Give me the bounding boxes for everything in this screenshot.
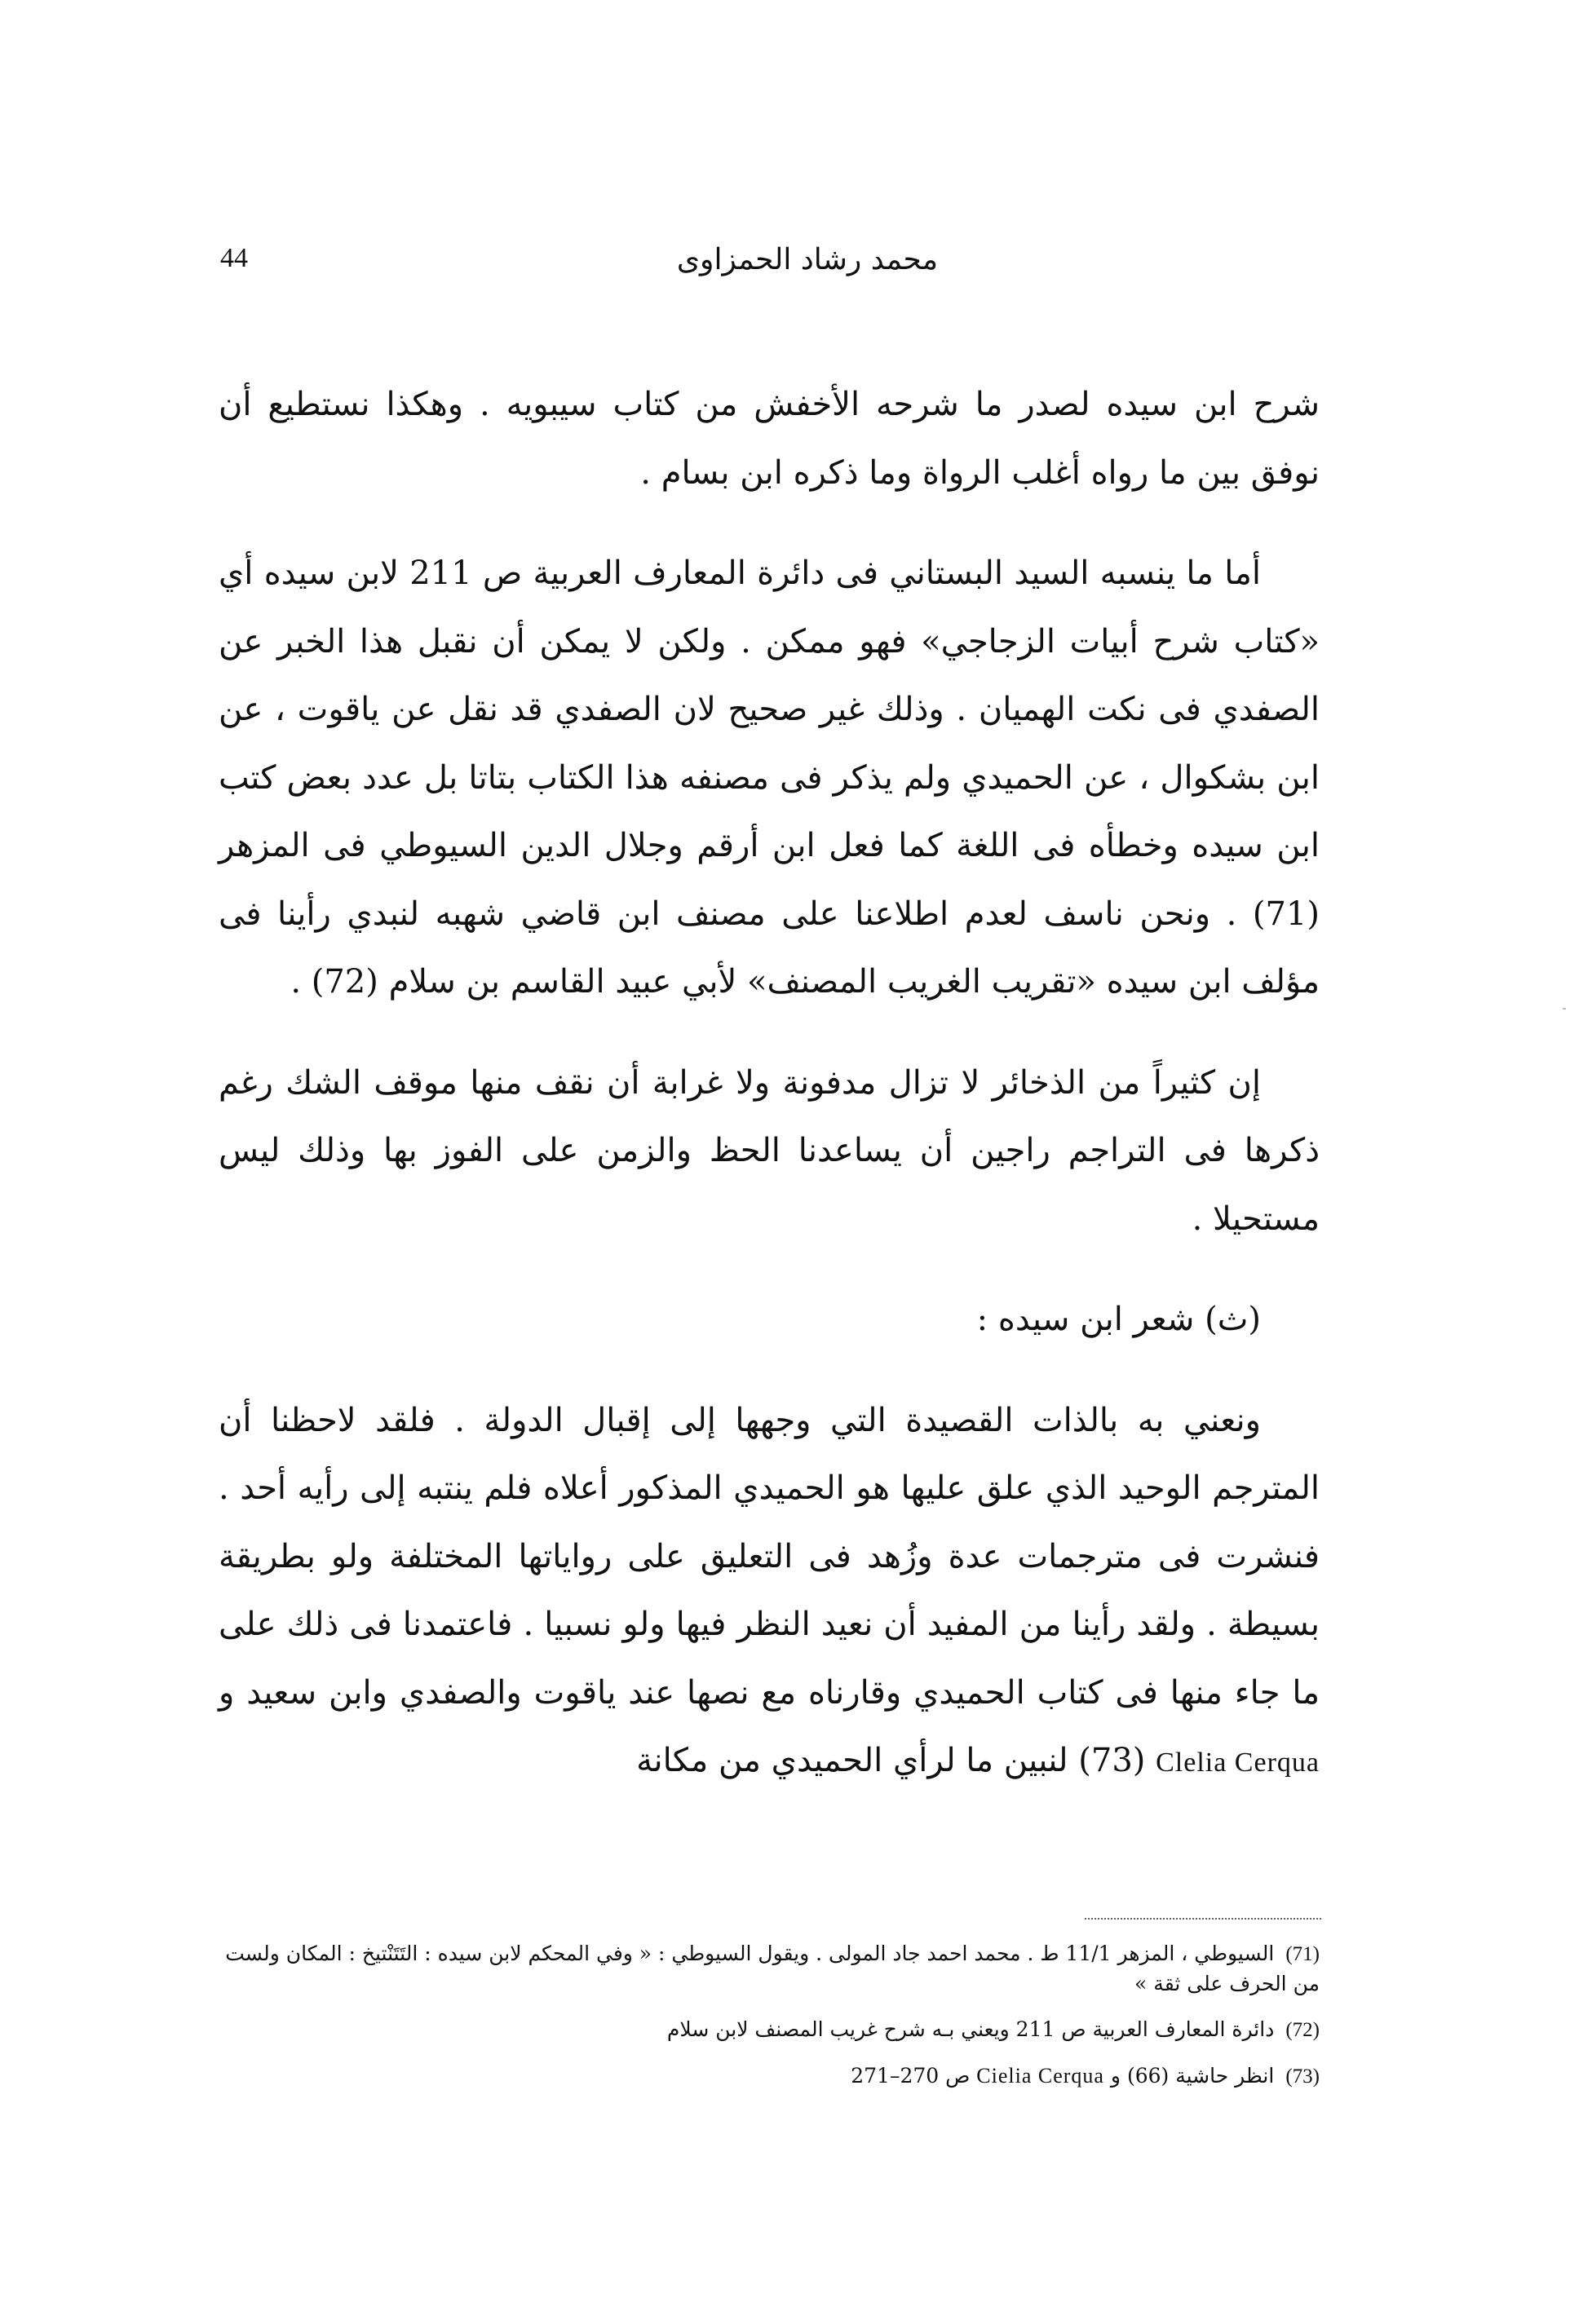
section-heading: (ث) شعر ابن سيده : [976, 1301, 1261, 1338]
page-number: 44 [220, 243, 248, 273]
footnote-number: (73) [1285, 2066, 1320, 2088]
footnote-number: (72) [1285, 2019, 1320, 2041]
latin-author-name: Clelia Cerqua [1156, 1747, 1320, 1778]
paragraph-2: أما ما ينسبه السيد البستاني فى دائرة المعارف العربية ص 211 لابن سيده أي «كتاب شرح أبيات الزجاجي» فهو ممكن . ولكن لا يمكن أن نقبل هذا الخبر عن الصفدي فى نكت الهميان . وذلك غير صحيح لان الصفدي قد نقل عن ياقوت ، عن ابن بشكوال ، عن الحميدي ولم يذكر فى مصنفه هذا الكتاب بتاتا بل عدد بعض كتب ابن سيده وخطأه فى اللغة كما فعل ابن أرقم وجلال الدين السيوطي فى المزهر (71) . ونحن ناسف لعدم اطلاعنا على مصنف ابن قاضي شهبه لنبدي رأينا فى مؤلف ابن سيده «تقريب الغريب المصنف» لأبي عبيد القاسم بن سلام (72) . [219, 554, 1320, 1001]
footnote-72 [219, 2015, 1320, 2045]
paragraph-4-text-end: (73) لنبين ما لرأي الحميدي من مكانة [636, 1742, 1146, 1779]
footnote-text: انظر حاشية (66) و [1110, 2064, 1275, 2088]
footnote-71 [219, 1939, 1320, 1999]
main-text [219, 371, 1320, 1797]
running-head: محمد رشاد الحمزاوى [676, 243, 938, 276]
footnote-pages: ص 270–271 [851, 2064, 971, 2088]
footnotes [219, 1939, 1320, 2108]
footnote-text: دائرة المعارف العربية ص 211 ويعني بـه شرح غريب المصنف لابن سلام [666, 2017, 1275, 2041]
paragraph-4-text: ونعني به بالذات القصيدة التي وجهها إلى إقبال الدولة . فلقد لاحظنا أن المترجم الوحيد الذي علق عليها هو الحميدي المذكور أعلاه فلم ينتبه إلى رأيه أحد . فنشرت فى مترجمات عدة وزُهد فى التعليق على رواياتها المختلفة ولو بطريقة بسيطة . ولقد رأينا من المفيد أن نعيد النظر فيها ولو نسبيا . فاعتمدنا فى ذلك على ما جاء منها فى كتاب الحميدي وقارناه مع نصها عند ياقوت والصفدي وابن سعيد و [219, 1401, 1320, 1712]
footnote-number: (71) [1285, 1943, 1320, 1965]
footnote-latin-name: Cielia Cerqua [976, 2064, 1104, 2088]
paragraph-4 [219, 1387, 1320, 1797]
footnote-text: السيوطي ، المزهر 11/1 ط . محمد احمد جاد المولى . ويقول السيوطي : « وفي المحكم لابن سيده : التَتَنْتيخ : المكان ولست من الحرف على ثقة » [225, 1942, 1320, 1995]
scan-margin-mark [1563, 1008, 1566, 1010]
paragraph-3: إن كثيراً من الذخائر لا تزال مدفونة ولا غرابة أن نقف منها موقف الشك رغم ذكرها فى التراجم راجين أن يساعدنا الحظ والزمن على الفوز بها وذلك ليس مستحيلا . [219, 1063, 1320, 1238]
footnote-73 [219, 2061, 1320, 2092]
page-header [220, 243, 1321, 292]
paragraph-1: شرح ابن سيده لصدر ما شرحه الأخفش من كتاب سيبويه . وهكذا نستطيع أن نوفق بين ما رواه أغلب الرواة وما ذكره ابن بسام . [219, 386, 1320, 492]
footnote-separator [1085, 1918, 1321, 1920]
